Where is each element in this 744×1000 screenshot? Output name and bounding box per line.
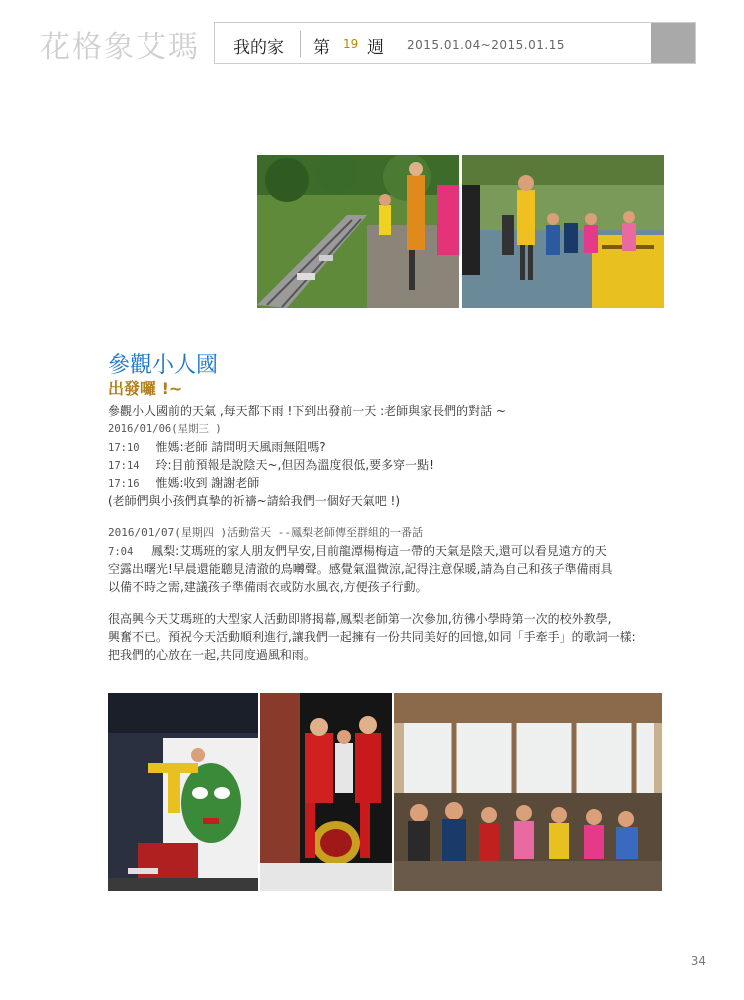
chat-time: 17:10: [108, 442, 140, 454]
chat-text: 惟媽:收到 謝謝老師: [155, 476, 260, 490]
photo-children-pond: [462, 155, 664, 308]
page-number: 34: [690, 954, 706, 968]
intro-text: 參觀小人國前的天氣 ,每天都下雨 !下到出發前一天 :老師與家長們的對話 ~: [108, 404, 506, 418]
week-suffix: 週: [367, 38, 384, 58]
chat-line: [108, 456, 434, 475]
class-name: 花格象艾瑪: [40, 30, 200, 65]
message-line-2: 空露出曙光!早晨還能聽見清澈的鳥囀聲。感覺氣溫微涼,記得注意保暖,請為自己和孩子準備雨具: [108, 562, 613, 576]
chat-time: 17:14: [108, 460, 140, 472]
week-number: 19: [343, 37, 359, 51]
paragraph-line-3: 把我們的心放在一起,共同度過風和雨。: [108, 648, 316, 662]
week-prefix: 第: [313, 38, 330, 58]
header-bar: [214, 22, 696, 64]
chat-line: [108, 438, 326, 457]
message-text: 鳳梨:艾瑪班的家人朋友們早安,目前龍潭楊梅這一帶的天氣是陰天,還可以看見遠方的天: [151, 544, 607, 558]
date-line-2: 2016/01/07(星期四 )活動當天 --鳳梨老師傳至群組的一番話: [108, 526, 423, 539]
paragraph-line-2: 興奮不已。預祝今天活動順利進行,讓我們一起擁有一份共同美好的回憶,如同「手牽手」的歌詞一樣:: [108, 630, 636, 644]
photo-acrobat-performance: [108, 693, 258, 891]
photo-audience-children: [394, 693, 662, 891]
article-subtitle: 出發囉 !~: [108, 379, 183, 398]
prayer-text: (老師們與小孩們真摯的祈禱~請給我們一個好天氣吧 !): [108, 494, 401, 508]
photo-miniature-train: [257, 155, 459, 308]
article-title: 參觀小人國: [108, 353, 219, 378]
chat-text: 玲:目前預報是說陰天~,但因為溫度很低,要多穿一點!: [155, 458, 434, 472]
message-line-1: [108, 542, 607, 561]
chat-line: [108, 474, 259, 493]
header-title: 我的家: [233, 38, 284, 58]
header-divider: [300, 31, 301, 57]
paragraph-line-1: 很高興今天艾瑪班的大型家人活動即將揭幕,鳳梨老師第一次參加,彷彿小學時第一次的校外教學,: [108, 612, 612, 626]
message-line-3: 以備不時之需,建議孩子準備雨衣或防水風衣,方便孩子行動。: [108, 580, 428, 594]
date-line-1: 2016/01/06(星期三 ): [108, 423, 222, 435]
chat-text: 惟媽:老師 請問明天風雨無阻嗎?: [155, 440, 326, 454]
photo-clown-performance: [260, 693, 392, 891]
message-time: 7:04: [108, 546, 134, 558]
date-range: 2015.01.04~2015.01.15: [407, 38, 565, 52]
header-gray-block: [651, 23, 695, 63]
chat-time: 17:16: [108, 478, 140, 490]
